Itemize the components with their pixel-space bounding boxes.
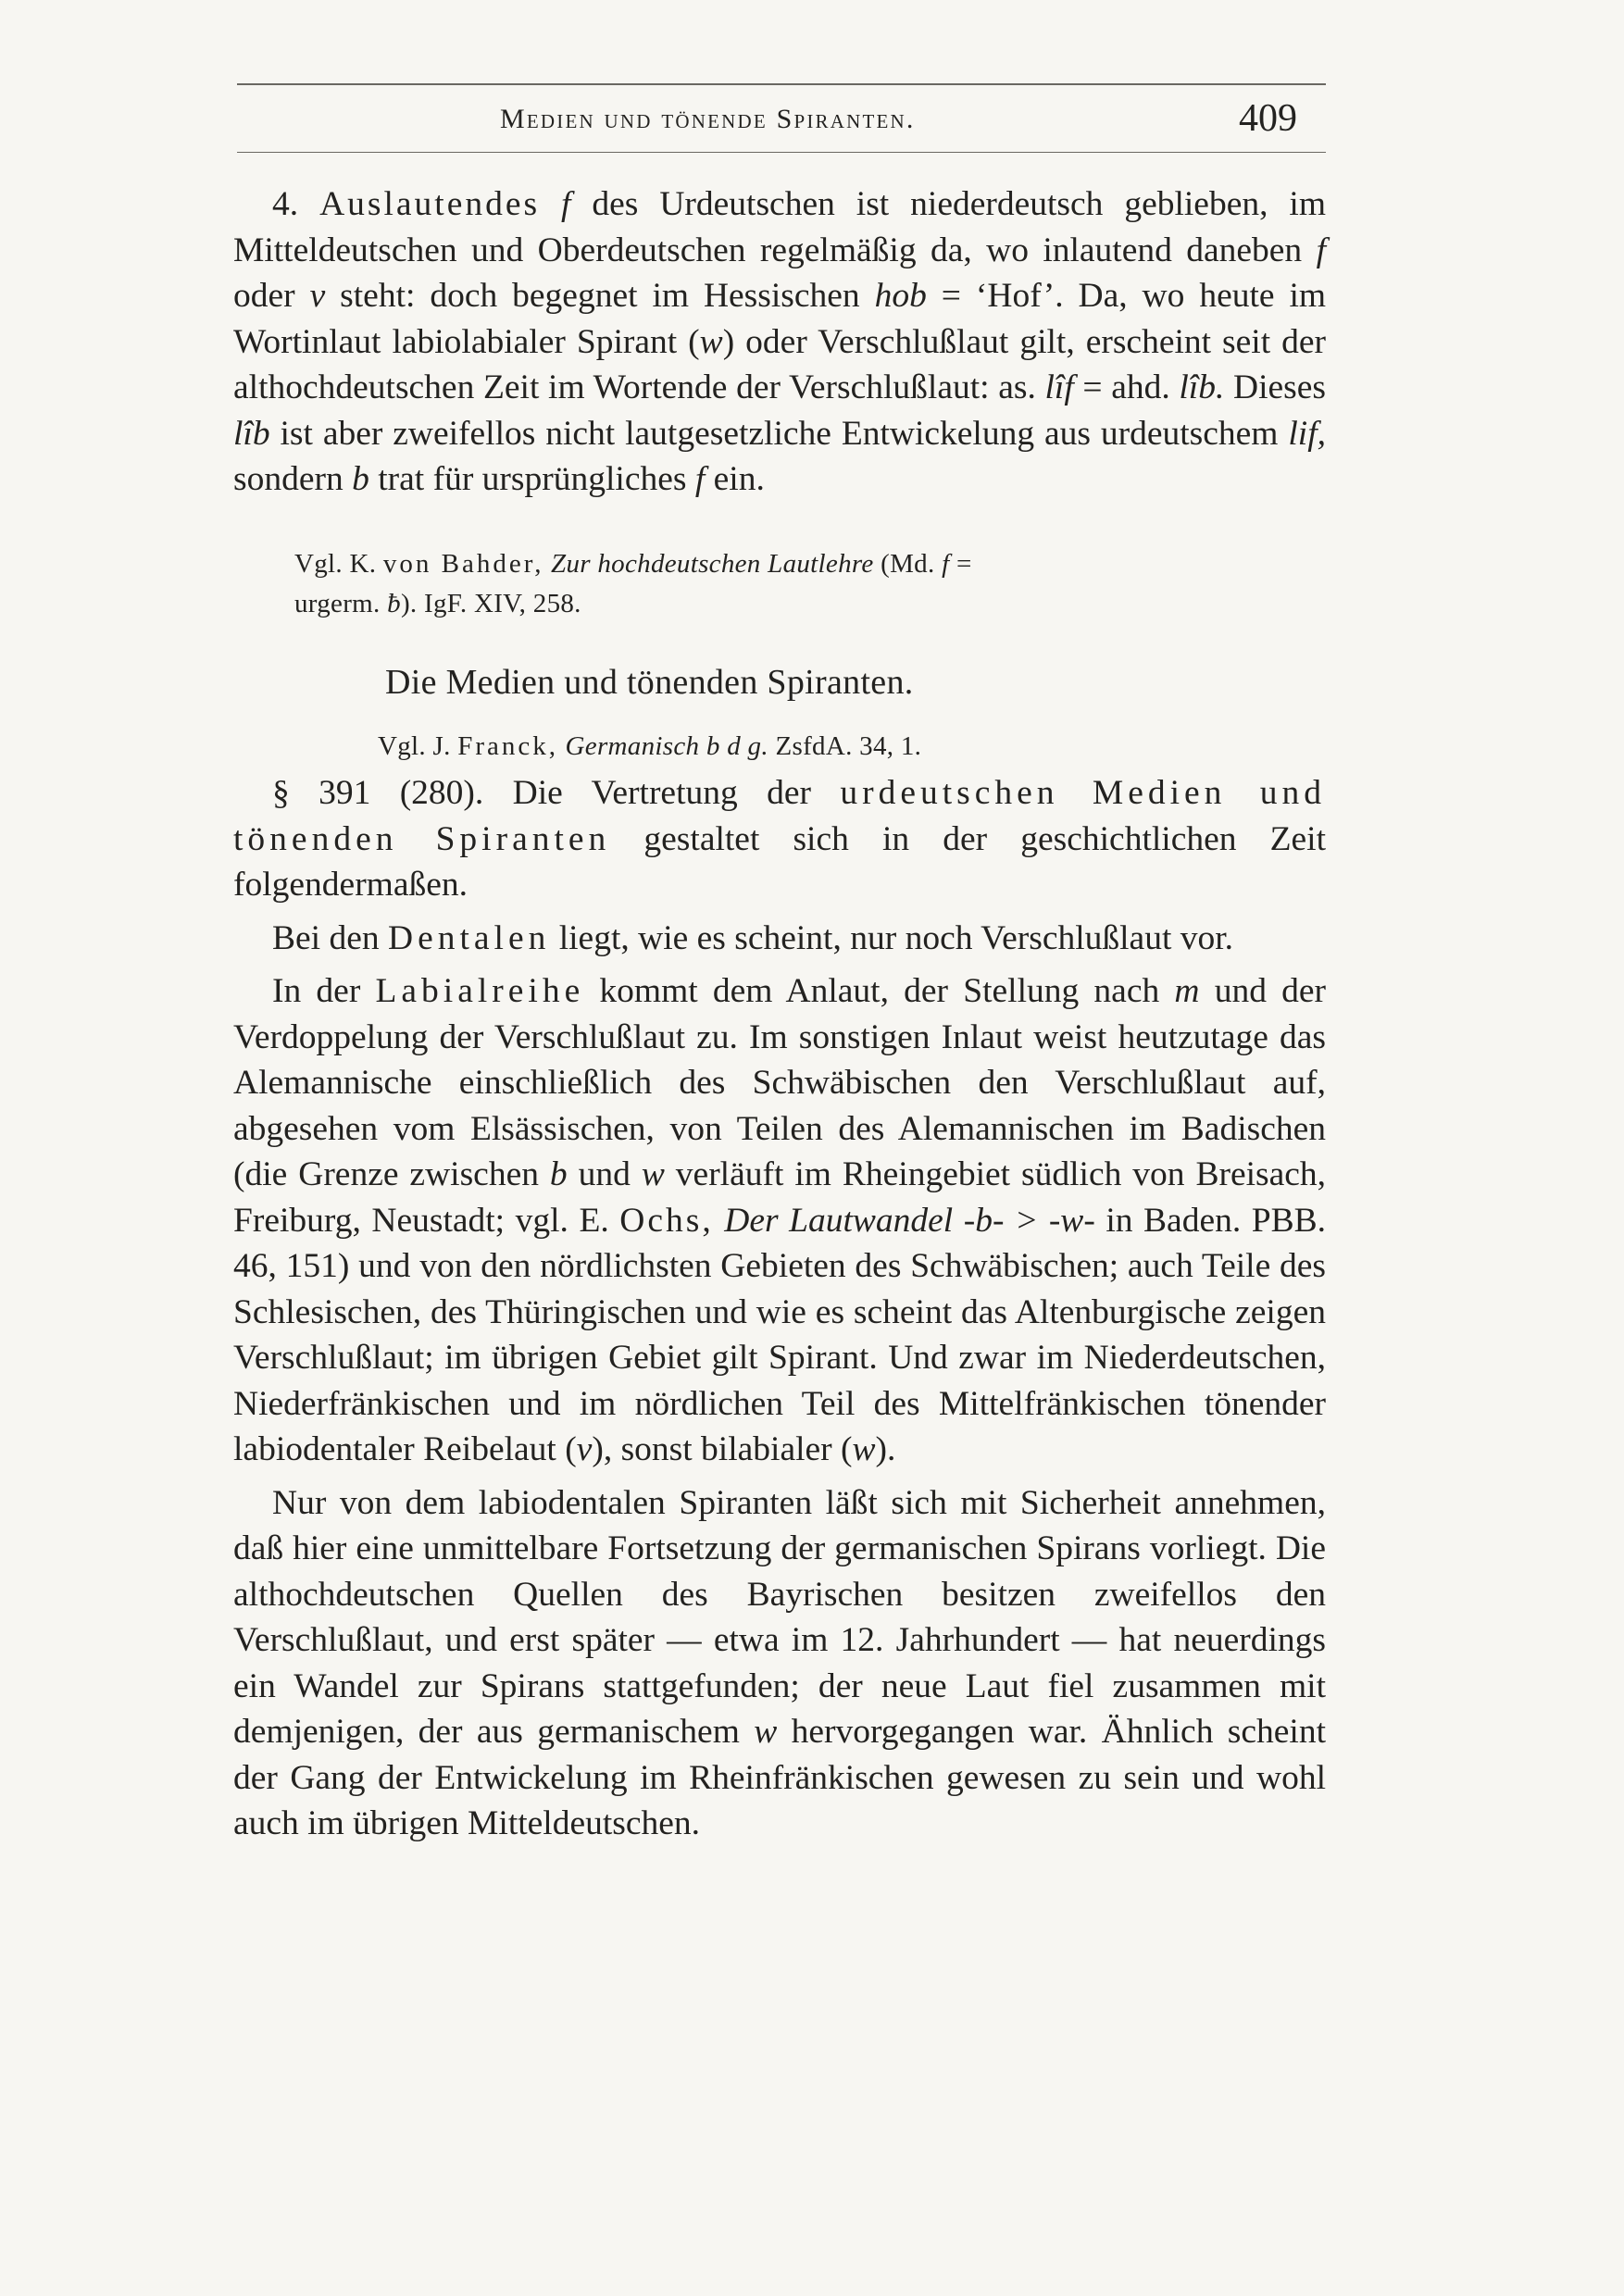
paragraph-labialreihe: In der Labialreihe kommt dem Anlaut, der Stellung nach m und der Verdoppelung der Verschlußlaut zu. Im sonstigen Inlaut weist heutzutage das Alemannische einschließlich des Schwäbischen den Verschlußlaut auf, abgesehen vom Elsässischen, von Teilen des Alemannischen im Badischen (die Grenze zwischen b und w verläuft im Rheingebiet südlich von Breisach, Freiburg, Neustadt; vgl. E. Ochs, Der Lautwandel -b- > -w- in Baden. PBB. 46, 151) und von den nördlichsten Gebieten des Schwäbischen; auch Teile des Schlesischen, des Thüringischen und wie es scheint das Altenburgische zeigen Verschlußlaut; im übrigen Gebiet gilt Spirant. Und zwar im Niederdeutschen, Niederfränkischen und im nördlichen Teil des Mittelfränkischen tönender labiodentaler Reibelaut (v), sonst bilabialer (w). <box>233 972 1327 1468</box>
running-title: Medien und tönende Spiranten. <box>500 104 916 134</box>
section-4 <box>233 181 1326 503</box>
page-number: 409 <box>1239 97 1297 140</box>
paragraph-391: § 391 (280). Die Vertretung der urdeutschen Medien und tönenden Spiranten gestaltet sich in der geschichtlichen Zeit folgendermaßen. <box>233 774 1327 904</box>
paragraph-labiodental: Nur von dem labiodentalen Spiranten läßt sich mit Sicherheit annehmen, daß hier eine unmittelbare Fortsetzung der germanischen Spirans vorliegt. Die althochdeutschen Quellen des Bayrischen besitzen zweifellos den Verschlußlaut, und erst später — etwa im 12. Jahrhundert — hat neuerdings ein Wandel zur Spirans stattgefunden; der neue Laut fiel zusammen mit demjenigen, der aus germanischem w hervorgegangen war. Ähnlich scheint der Gang der Entwickelung im Rheinfränkischen gewesen zu sein und wohl auch im übrigen Mitteldeutschen. <box>233 1483 1326 1842</box>
section-heading: Die Medien und tönenden Spiranten. <box>385 663 914 702</box>
footnote-bahder: Vgl. K. von Bahder, Zur hochdeutschen Lautlehre (Md. f = urgerm. ƀ). IgF. XIV, 258. <box>294 549 972 618</box>
header-rule-bottom <box>237 152 1326 153</box>
footnote-franck: Vgl. J. Franck, Germanisch b d g. ZsfdA. 34, 1. <box>378 731 922 761</box>
paragraph-dentale: Bei den Dentalen liegt, wie es scheint, nur noch Verschlußlaut vor. <box>272 918 1234 957</box>
section-391 <box>233 770 1326 1847</box>
paragraph-auslautendes-f: 4. Auslautendes f des Urdeutschen ist niederdeutsch geblieben, im Mitteldeutschen und Oberdeutschen regelmäßig da, wo inlautend daneben f oder v steht: doch begegnet im Hessischen hob = ‘Hof’. Da, wo heute im Wortinlaut labiolabialer Spirant (w) oder Verschlußlaut gilt, erscheint seit der althochdeutschen Zeit im Wortende der Verschlußlaut: as. lîf = ahd. lîb. Dieses lîb ist aber zweifellos nicht lautgesetzliche Entwickelung aus urdeutschem lif, sondern b trat für ursprüngliches f ein. <box>233 185 1327 498</box>
header-rule-top <box>237 83 1326 85</box>
